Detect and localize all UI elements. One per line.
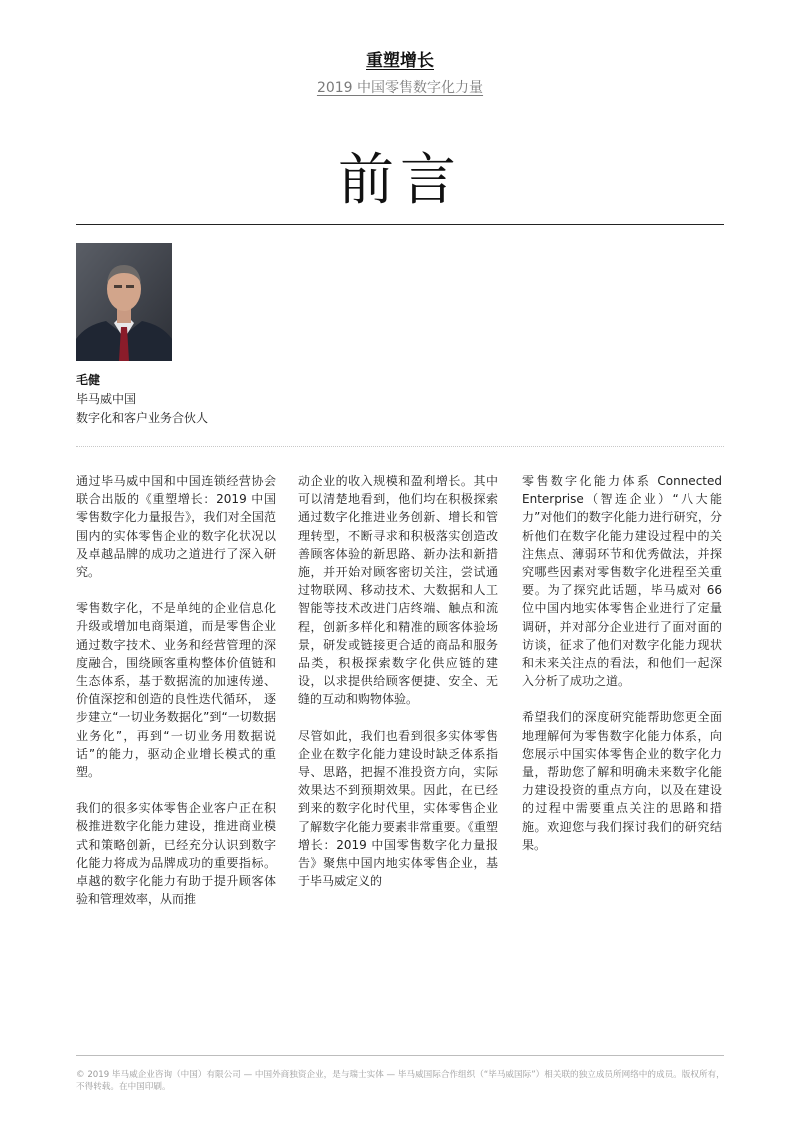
page-title: 前言 — [338, 148, 462, 213]
report-title: 重塑增长 — [366, 51, 434, 71]
paragraph: 尽管如此，我们也看到很多实体零售企业在数字化能力建设时缺乏体系指导、思路，把握不准投资方向，实际效果达不到预期效果。因此，在已经到来的数字化时代里，实体零售企业了解数字化能力要素非常重要。《重塑增长：2019 中国零售数字化力量报告》聚焦中国内地实体零售企业，基于毕马威定义的 — [298, 728, 498, 889]
report-header — [0, 46, 800, 97]
section-divider — [76, 446, 724, 447]
paragraph: 零售数字化，不是单纯的企业信息化升级或增加电商渠道，而是零售企业通过数字技术、业务和经营管理的深度融合，围绕顾客重构整体价值链和生态体系，基于数据流的加速传递、价值深挖和创造的良性迭代循环， 逐步建立“一切业务数据化”到“一切数据业务化”，再到“一切业务用数据说话”的能力，驱动企业增长模式的重塑。 — [76, 601, 276, 780]
report-subtitle: 2019 中国零售数字化力量 — [316, 80, 484, 96]
paragraph: 希望我们的深度研究能帮助您更全面地理解何为零售数字化能力体系，向您展示中国实体零售企业的数字化力量，帮助您了解和明确未来数字化能力建设投资的重点方向，以及在建设的过程中需要重点关注的思路和措施。欢迎您与我们探讨我们的研究结果。 — [522, 710, 722, 852]
paragraph: 零售数字化能力体系 Connected Enterprise（智连企业）“八大能力”对他们的数字化能力进行研究，分析他们在数字化能力建设过程中的关注焦点、薄弱环节和优秀做法，并探究哪些因素对零售数字化进程至关重要。为了探究此话题，毕马威对 66 位中国内地实体零售企业进行了定量调研，并对部分企业进行了面对面的访谈，征求了他们对数字化能力现状和未来关注点的看法，和他们一起深入分析了成功之道。 — [522, 474, 722, 689]
paragraph: 通过毕马威中国和中国连锁经营协会联合出版的《重塑增长：2019 中国零售数字化力量报告》，我们对全国范围内的实体零售企业的数字化状况以及卓越品牌的成功之道进行了深入研究。 — [76, 474, 276, 580]
author-photo — [76, 243, 172, 361]
paragraph: 动企业的收入规模和盈利增长。其中可以清楚地看到，他们均在积极探索通过数字化推进业务创新、增长和管理转型，不断寻求和积极落实创造改善顾客体验的新思路、新办法和新措施，并开始对顾客密切关注，尝试通过物联网、移动技术、大数据和人工智能等技术改进门店终端、触点和流程，创新多样化和精准的顾客体验场景，研发或链接更合适的商品和服务品类，积极探索数字化供应链的建设，以求提供给顾客便捷、安全、无缝的互动和购物体验。 — [298, 474, 498, 707]
author-organization: 毕马威中国 — [76, 392, 137, 406]
text-column-2 — [298, 472, 498, 908]
text-column-3 — [522, 472, 722, 872]
copyright-footer: © 2019 毕马威企业咨询（中国）有限公司 — 中国外商独资企业，是与瑞士实体 — 毕马威国际合作组织（“毕马威国际”）相关联的独立成员所网络中的成员。版权所有，不得转载。在中国印刷。 — [76, 1070, 725, 1092]
title-divider — [76, 224, 724, 225]
footer-divider — [76, 1055, 724, 1056]
text-column-1 — [76, 472, 276, 926]
author-name: 毛健 — [76, 373, 101, 387]
author-role: 数字化和客户业务合伙人 — [76, 411, 209, 425]
paragraph: 我们的很多实体零售企业客户正在积极推进数字化能力建设，推进商业模式和策略创新，已经充分认识到数字化能力将成为品牌成功的重要指标。卓越的数字化能力有助于提升顾客体验和管理效率，从而推 — [76, 801, 276, 907]
